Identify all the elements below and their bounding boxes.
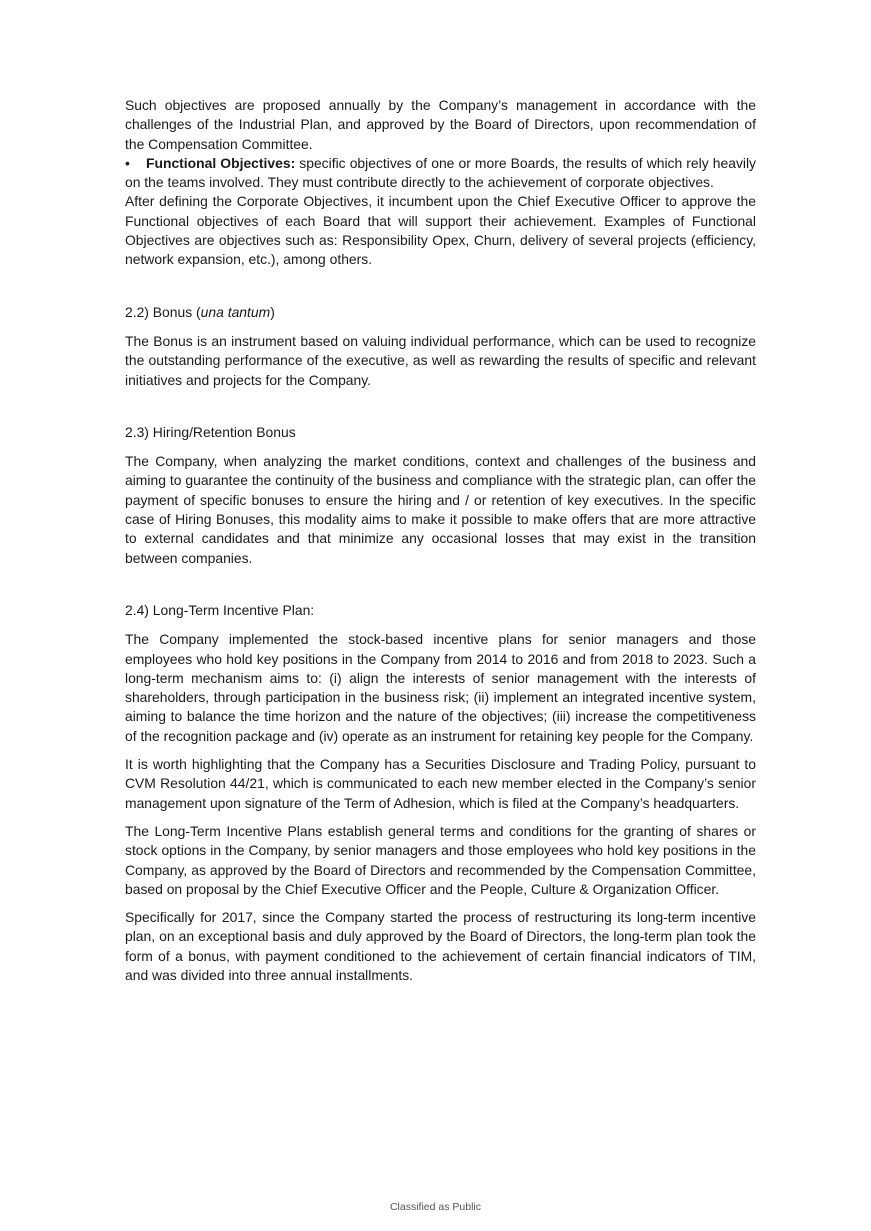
ltip-paragraph-2: It is worth highlighting that the Company has a Securities Disclosure and Trading Policy, pursuant to CVM Resolution 44/21, which is communicated to each new member elected in the Company’s senior management upon signature of the Term of Adhesion, which is filed at the Company’s headquarters. <box>125 756 756 811</box>
hiring-paragraph: The Company, when analyzing the market conditions, context and challenges of the business and aiming to guarantee the continuity of the business and compliance with the strategic plan, can offer the payment of specific bonuses to ensure the hiring and / or retention of key executives. In the specific case of Hiring Bonuses, this modality aims to make it possible to make offers that are more attractive to external candidates and that minimize any occasional losses that may exist in the transition between companies. <box>125 453 756 566</box>
heading-suffix: ) <box>270 303 275 320</box>
document-body <box>125 96 756 985</box>
ltip-paragraph-4: Specifically for 2017, since the Company started the process of restructuring its long-term incentive plan, on an exceptional basis and duly approved by the Board of Directors, the long-term plan took the form of a bonus, with payment conditioned to the achievement of certain financial indicators of TIM, and was divided into three annual installments. <box>125 909 756 983</box>
section-heading-ltip: 2.4) Long-Term Incentive Plan: <box>125 601 315 618</box>
intro-paragraph-2: After defining the Corporate Objectives, it incumbent upon the Chief Executive Officer to approve the Functional objectives of each Board that will support their achievement. Examples of Functional Objectives are objectives such as: Responsibility Opex, Churn, delivery of several projects (efficiency, network expansion, etc.), among others. <box>125 193 756 268</box>
section-heading-bonus <box>125 303 756 322</box>
classification-footer: Classified as Public <box>389 1201 482 1213</box>
bullet-text: specific objectives of one or more Boards, the results of which rely heavily on the teams involved. They must contribute directly to the achievement of corporate objectives. <box>125 154 757 191</box>
bullet-marker: • <box>125 154 130 171</box>
section-heading-hiring: 2.3) Hiring/Retention Bonus <box>125 423 296 440</box>
bullet-title: Functional Objectives: <box>146 154 296 171</box>
functional-objectives-bullet <box>125 154 756 193</box>
intro-paragraph-1: Such objectives are proposed annually by the Company’s management in accordance with the challenges of the Industrial Plan, and approved by the Board of Directors, upon recommendation of the Compensation Committee. <box>125 97 756 152</box>
bonus-paragraph: The Bonus is an instrument based on valuing individual performance, which can be used to recognize the outstanding performance of the executive, as well as rewarding the results of specific and relevant initiatives and projects for the Company. <box>125 332 756 388</box>
ltip-paragraph-1: The Company implemented the stock-based incentive plans for senior managers and those employees who hold key positions in the Company from 2014 to 2016 and from 2018 to 2023. Such a long-term mechanism aims to: (i) align the interests of senior management with the interests of shareholders, through participation in the business risk; (ii) implement an integrated incentive system, aiming to balance the time horizon and the nature of the objectives; (iii) increase the competitiveness of the recognition package and (iv) operate as an instrument for retaining key people for the Company. <box>125 631 756 744</box>
ltip-paragraph-3: The Long-Term Incentive Plans establish general terms and conditions for the granting of shares or stock options in the Company, by senior managers and those employees who hold key positions in the Company, as approved by the Board of Directors and recommended by the Compensation Committee, based on proposal by the Chief Executive Officer and the People, Culture & Organization Officer. <box>125 822 756 897</box>
heading-italic: una tantum <box>200 303 271 320</box>
heading-prefix: 2.2) Bonus ( <box>125 303 201 320</box>
